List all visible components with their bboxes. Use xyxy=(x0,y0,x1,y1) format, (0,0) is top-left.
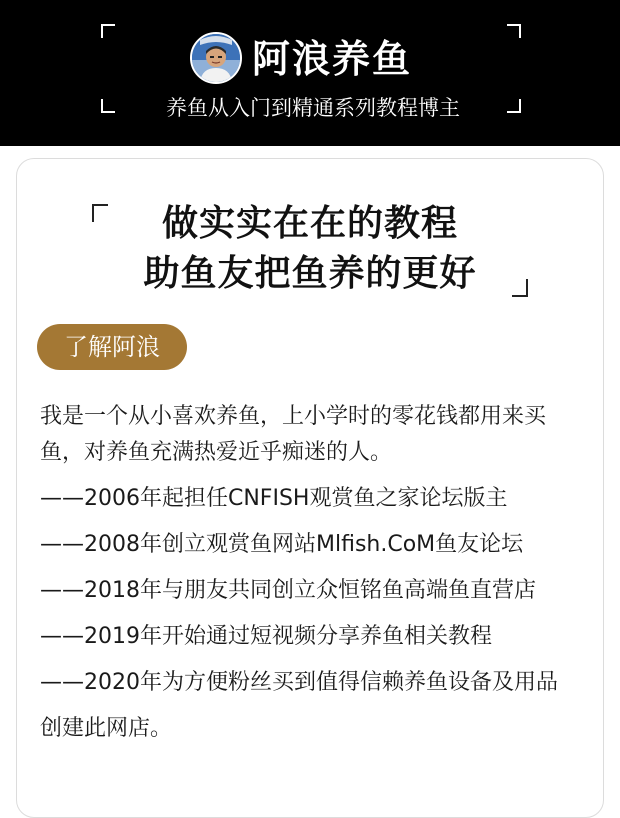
bio-milestone: ——2019年开始通过短视频分享养鱼相关教程 xyxy=(40,624,492,649)
bio-closing: 创建此网店。 xyxy=(40,716,173,741)
section-label-badge: 了解阿浪 xyxy=(37,324,187,370)
motto-line-2: 助鱼友把鱼养的更好 xyxy=(143,252,477,294)
quote-close-mark xyxy=(512,279,528,297)
bio-milestone: ——2018年与朋友共同创立众恒铭鱼高端鱼直营店 xyxy=(40,578,536,603)
brand-tagline: 养鱼从入门到精通系列教程博主 xyxy=(166,96,460,120)
brand-name: 阿浪养鱼 xyxy=(252,37,413,81)
header-banner xyxy=(0,0,620,146)
corner-bracket-top-right xyxy=(507,24,521,38)
corner-bracket-top-left xyxy=(101,24,115,38)
bio-milestone: ——2020年为方便粉丝买到值得信赖养鱼设备及用品 xyxy=(40,670,558,695)
bio-intro-line-2: 鱼，对养鱼充满热爱近乎痴迷的人。 xyxy=(40,440,393,465)
corner-bracket-bottom-left xyxy=(101,99,115,113)
corner-bracket-bottom-right xyxy=(507,99,521,113)
bio-milestone: ——2008年创立观赏鱼网站Mlfish.CoM鱼友论坛 xyxy=(40,532,524,557)
bio-intro-line-1: 我是一个从小喜欢养鱼，上小学时的零花钱都用来买 xyxy=(40,404,547,429)
motto-line-1: 做实实在在的教程 xyxy=(161,202,458,244)
person-avatar-icon xyxy=(190,32,242,84)
bio-milestone: ——2006年起担任CNFISH观赏鱼之家论坛版主 xyxy=(40,486,508,511)
